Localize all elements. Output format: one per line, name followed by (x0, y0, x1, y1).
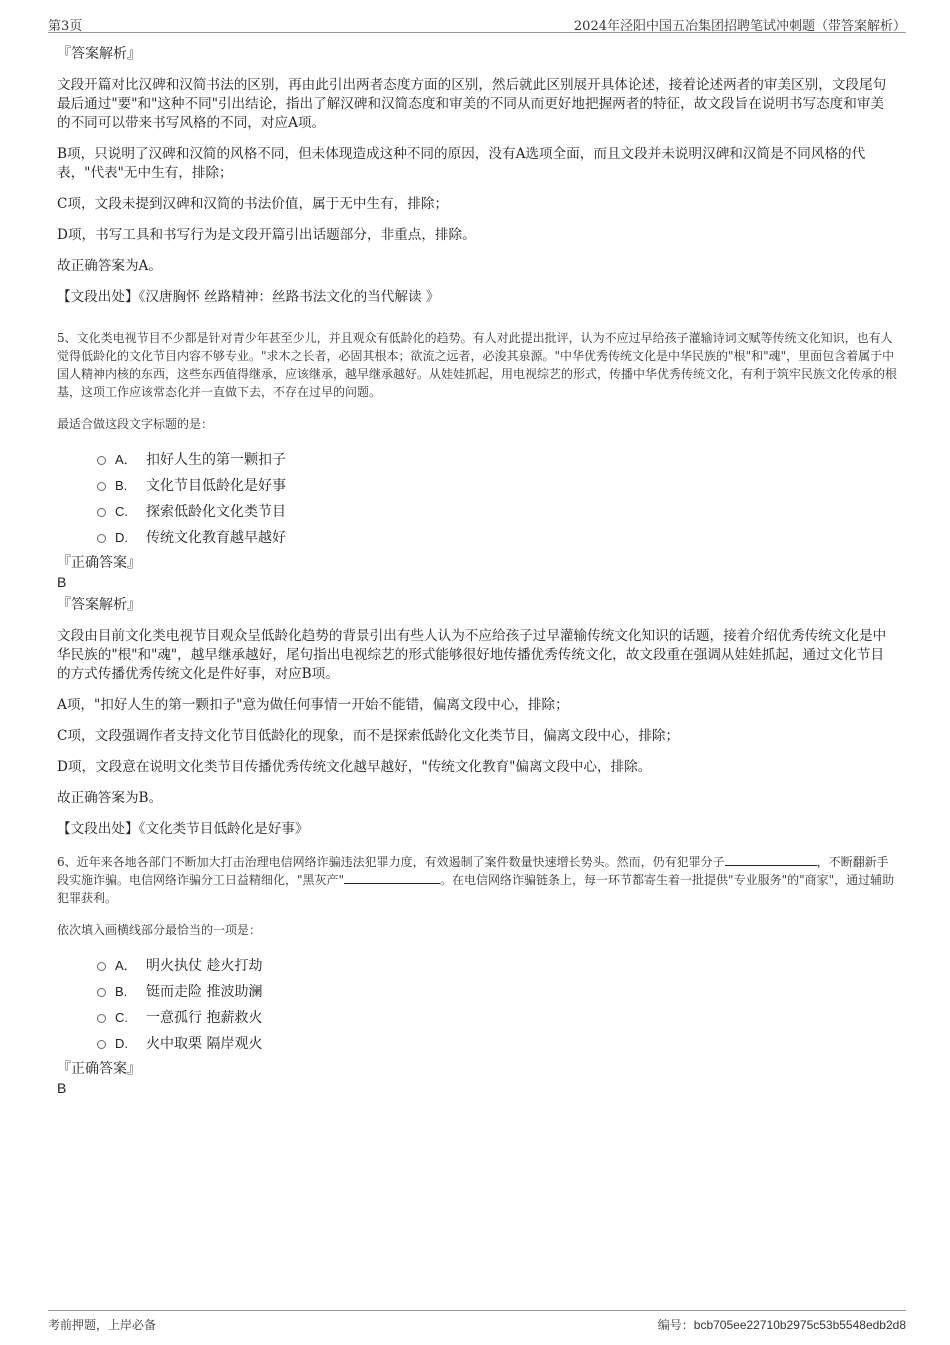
radio-icon[interactable] (97, 988, 106, 997)
option-text: 火中取栗 隔岸观火 (146, 1036, 263, 1052)
analysis-label: 『答案解析』 (57, 597, 141, 613)
fill-blank (725, 853, 817, 866)
question-6-prompt: 依次填入画横线部分最恰当的一项是： (57, 923, 262, 937)
correct-answer-label: 『正确答案』 (57, 555, 141, 571)
correct-answer-label: 『正确答案』 (57, 1061, 141, 1077)
option-letter: C. (115, 1010, 128, 1025)
radio-icon[interactable] (97, 1040, 106, 1049)
option-c[interactable] (57, 1005, 897, 1031)
analysis-paragraph: D项，文段意在说明文化类节目传播优秀传统文化越早越好，"传统文化教育"偏离文段中心，排除。 (57, 759, 652, 775)
document-code (658, 1316, 906, 1333)
option-letter: A． (115, 452, 137, 467)
analysis-paragraph: B项，只说明了汉碑和汉简的风格不同，但未体现造成这种不同的原因，没有A选项全面，而且文段并未说明汉碑和汉简是不同风格的代表，"代表"无中生有，排除； (57, 146, 866, 181)
question-6-options (57, 953, 897, 1057)
option-d[interactable] (57, 525, 897, 551)
fill-blank (344, 871, 440, 884)
code-label: 编号： (657, 1318, 694, 1332)
option-b[interactable] (57, 979, 897, 1005)
option-text: 文化节目低龄化是好事 (146, 478, 286, 494)
analysis-paragraph: C项，文段未提到汉碑和汉简的书法价值，属于无中生有，排除； (57, 196, 449, 212)
analysis-paragraph: D项，书写工具和书写行为是文段开篇引出话题部分，非重点，排除。 (57, 227, 476, 243)
option-text: 传统文化教育越早越好 (146, 530, 286, 546)
page-footer (48, 1310, 906, 1333)
document-body (57, 44, 897, 1097)
source-citation: 【文段出处】《汉唐胸怀 丝路精神：丝路书法文化的当代解读 》 (57, 289, 440, 305)
option-c[interactable] (57, 499, 897, 525)
question-5-text: 5、文化类电视节目不少都是针对青少年甚至少儿，并且观众有低龄化的趋势。有人对此提出批评，认为不应过早给孩子灌输诗词文赋等传统文化知识，也有人觉得低龄化的文化节目内容不够专业。"求木之长者，必固其根本；欲流之远者，必浚其泉源。"中华优秀传统文化是中华民族的"根"和"魂"，里面包含着属于中国人精神内核的东西，这些东西值得继承，应该继承，越早继承越好。从娃娃抓起，用电视综艺的形式，传播中华优秀传统文化，有利于筑牢民族文化传承的根基，这项工作应该常态化并一直做下去，不存在过早的问题。 (57, 331, 898, 399)
option-letter: B. (115, 478, 128, 493)
option-text: 一意孤行 抱薪救火 (146, 1010, 263, 1026)
option-a[interactable] (57, 447, 897, 473)
option-d[interactable] (57, 1031, 897, 1057)
page-number: 第3页 (48, 19, 83, 34)
correct-answer: B (57, 1080, 67, 1096)
analysis-paragraph: 文段开篇对比汉碑和汉简书法的区别，再由此引出两者态度方面的区别，然后就此区别展开具体论述，接着论述两者的审美区别，文段尾句最后通过"要"和"这种不同"引出结论，指出了解汉碑和汉简态度和审美的不同从而更好地把握两者的特征，故文段旨在说明书写态度和审美的不同可以带来书写风格的不同，对应A项。 (57, 77, 887, 131)
radio-icon[interactable] (97, 534, 106, 543)
question-6-text-part: ，不断翻新手段实施诈骗。电信网络诈骗分工日益精细化，"黑灰产" (57, 855, 889, 887)
document-title: 2024年泾阳中国五冶集团招聘笔试冲刺题（带答案解析） (573, 19, 906, 34)
correct-answer: B (57, 574, 67, 590)
analysis-paragraph: 文段由目前文化类电视节目观众呈低龄化趋势的背景引出有些人认为不应给孩子过早灌输传统文化知识的话题，接着介绍优秀传统文化是中华民族的"根"和"魂"，越早继承越好，尾句指出电视综艺的形式能够很好地传播优秀传统文化，故文段重在强调从娃娃抓起，通过文化节目的方式传播优秀传统文化是件好事，对应B项。 (57, 628, 887, 682)
radio-icon[interactable] (97, 1014, 106, 1023)
option-letter: D. (115, 1036, 128, 1051)
page-header (48, 12, 906, 33)
analysis-label: 『答案解析』 (57, 46, 141, 62)
answer-statement: 故正确答案为A。 (57, 258, 162, 274)
question-5-options (57, 447, 897, 551)
option-text: 铤而走险 推波助澜 (146, 984, 263, 1000)
answer-statement: 故正确答案为B。 (57, 790, 163, 806)
analysis-paragraph: C项，文段强调作者支持文化节目低龄化的现象，而不是探索低龄化文化类节目，偏离文段中心，排除； (57, 728, 680, 744)
radio-icon[interactable] (97, 508, 106, 517)
footer-slogan: 考前押题，上岸必备 (48, 1318, 157, 1332)
question-6-text-part: 6、近年来各地各部门不断加大打击治理电信网络诈骗违法犯罪力度，有效遏制了案件数量快速增长势头。然而，仍有犯罪分子 (57, 855, 725, 869)
option-b[interactable] (57, 473, 897, 499)
option-text: 探索低龄化文化类节目 (146, 504, 286, 520)
radio-icon[interactable] (97, 456, 106, 465)
option-letter: A． (115, 958, 137, 973)
option-letter: C. (115, 504, 128, 519)
question-6-text (57, 853, 897, 907)
code-value: bcb705ee22710b2975c53b5548edb2d8 (693, 1318, 906, 1332)
option-a[interactable] (57, 953, 897, 979)
radio-icon[interactable] (97, 482, 106, 491)
question-6-text-part: 。在电信网络诈骗链条上，每一环节都寄生着一批提供"专业服务"的"商家"，通过辅助犯罪获利。 (57, 873, 895, 905)
option-text: 扣好人生的第一颗扣子 (146, 452, 286, 468)
radio-icon[interactable] (97, 962, 106, 971)
option-letter: B. (115, 984, 128, 999)
source-citation: 【文段出处】《文化类节目低龄化是好事》 (57, 821, 309, 837)
option-letter: D. (115, 530, 128, 545)
analysis-paragraph: A项，"扣好人生的第一颗扣子"意为做任何事情一开始不能错，偏离文段中心，排除； (57, 697, 569, 713)
question-5-prompt: 最适合做这段文字标题的是： (57, 417, 214, 431)
option-text: 明火执仗 趁火打劫 (146, 958, 263, 974)
